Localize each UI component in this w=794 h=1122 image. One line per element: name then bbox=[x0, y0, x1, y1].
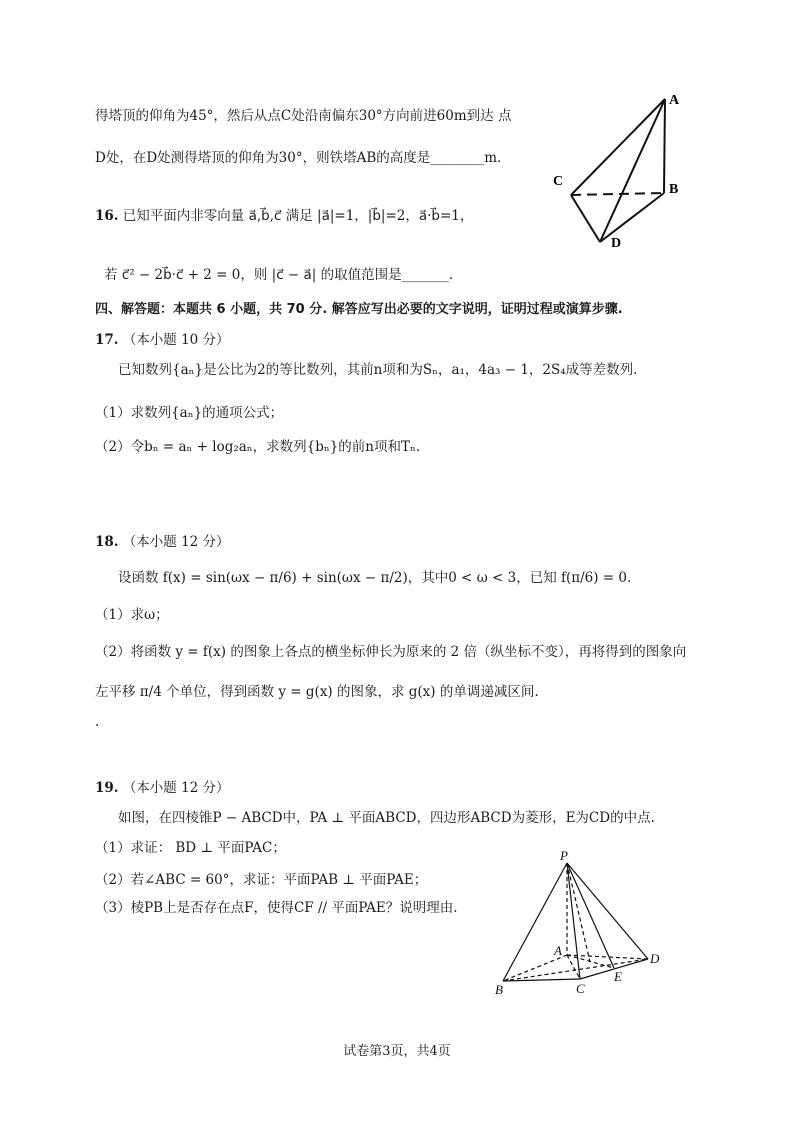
fig15-label-a: A bbox=[669, 93, 680, 108]
q15-line1: 得塔顶的仰角为45°，然后从点C处沿南偏东30°方向前进60m到达 点 bbox=[95, 108, 512, 124]
q19-part2: （2）若∠ABC = 60°，求证：平面PAB ⊥ 平面PAE； bbox=[95, 872, 428, 888]
q19-part1: （1）求证： BD ⊥ 平面PAC； bbox=[95, 840, 286, 856]
fig15-label-c: C bbox=[553, 174, 564, 189]
q19-number: 19. bbox=[95, 780, 119, 796]
q19-part3: （3）棱PB上是否存在点F，使得CF // 平面PAE？说明理由. bbox=[95, 900, 458, 916]
q18-part2b: 左平移 π/4 个单位，得到函数 y = g(x) 的图象，求 g(x) 的单调递减区间. bbox=[95, 684, 539, 700]
q17-score: （本小题 10 分） bbox=[122, 332, 230, 348]
q18-number: 18. bbox=[95, 534, 119, 550]
section-heading: 四、解答题：本题共 6 小题，共 70 分. 解答应写出必要的文字说明，证明过程或演算步骤. bbox=[95, 302, 623, 317]
fig15-label-d: D bbox=[611, 236, 622, 251]
fig19-label-b: B bbox=[495, 982, 503, 997]
q16-text1: 已知平面内非零向量 a⃗,b⃗,c⃗ 满足 |a⃗|=1，|b⃗|=2，a⃗·b⃗=1， bbox=[122, 208, 474, 224]
q17-stem: 已知数列{aₙ}是公比为2的等比数列，其前n项和为Sₙ，a₁，4a₃ − 1，2S₄成等差数列. bbox=[118, 362, 638, 378]
fig19-label-e: E bbox=[614, 969, 622, 984]
q17-part1: （1）求数列{aₙ}的通项公式； bbox=[95, 405, 284, 421]
fig19-label-p: P bbox=[560, 848, 568, 863]
q18-stem: 设函数 f(x) = sin(ωx − π/6) + sin(ωx − π/2)，其中0 < ω < 3，已知 f(π/6) = 0. bbox=[118, 570, 632, 586]
fig19-label-a: A bbox=[554, 943, 562, 958]
fig19-label-c: C bbox=[576, 981, 585, 996]
fig15-label-b: B bbox=[669, 182, 679, 197]
q19-header bbox=[95, 778, 230, 798]
q15-line2: D处，在D处测得塔顶的仰角为30°，则铁塔AB的高度是________m. bbox=[95, 150, 502, 166]
pyramid-figure bbox=[490, 845, 670, 1000]
q18-header bbox=[95, 532, 230, 552]
page-footer: 试卷第3页，共4页 bbox=[343, 1044, 451, 1059]
q19-stem: 如图，在四棱锥P − ABCD中，PA ⊥ 平面ABCD，四边形ABCD为菱形，E为CD的中点. bbox=[118, 810, 655, 826]
q16-number: 16. bbox=[95, 208, 119, 224]
fig19-label-d: D bbox=[650, 951, 660, 966]
q16-line2: 若 c⃗² − 2b⃗·c⃗ + 2 = 0，则 |c⃗ − a⃗| 的取值范围是_______. bbox=[104, 267, 454, 283]
q16-line1 bbox=[95, 206, 473, 226]
q18-dot: . bbox=[95, 714, 100, 730]
q18-part1: （1）求ω； bbox=[95, 607, 169, 623]
tower-figure bbox=[550, 88, 690, 258]
q18-score: （本小题 12 分） bbox=[122, 534, 230, 550]
q19-score: （本小题 12 分） bbox=[122, 780, 230, 796]
q18-part2a: （2）将函数 y = f(x) 的图象上各点的横坐标伸长为原来的 2 倍（纵坐标不变），再将得到的图象向 bbox=[95, 644, 687, 660]
q17-part2: （2）令bₙ = aₙ + log₂aₙ，求数列{bₙ}的前n项和Tₙ. bbox=[95, 439, 421, 455]
q17-number: 17. bbox=[95, 332, 119, 348]
q17-header bbox=[95, 330, 230, 350]
